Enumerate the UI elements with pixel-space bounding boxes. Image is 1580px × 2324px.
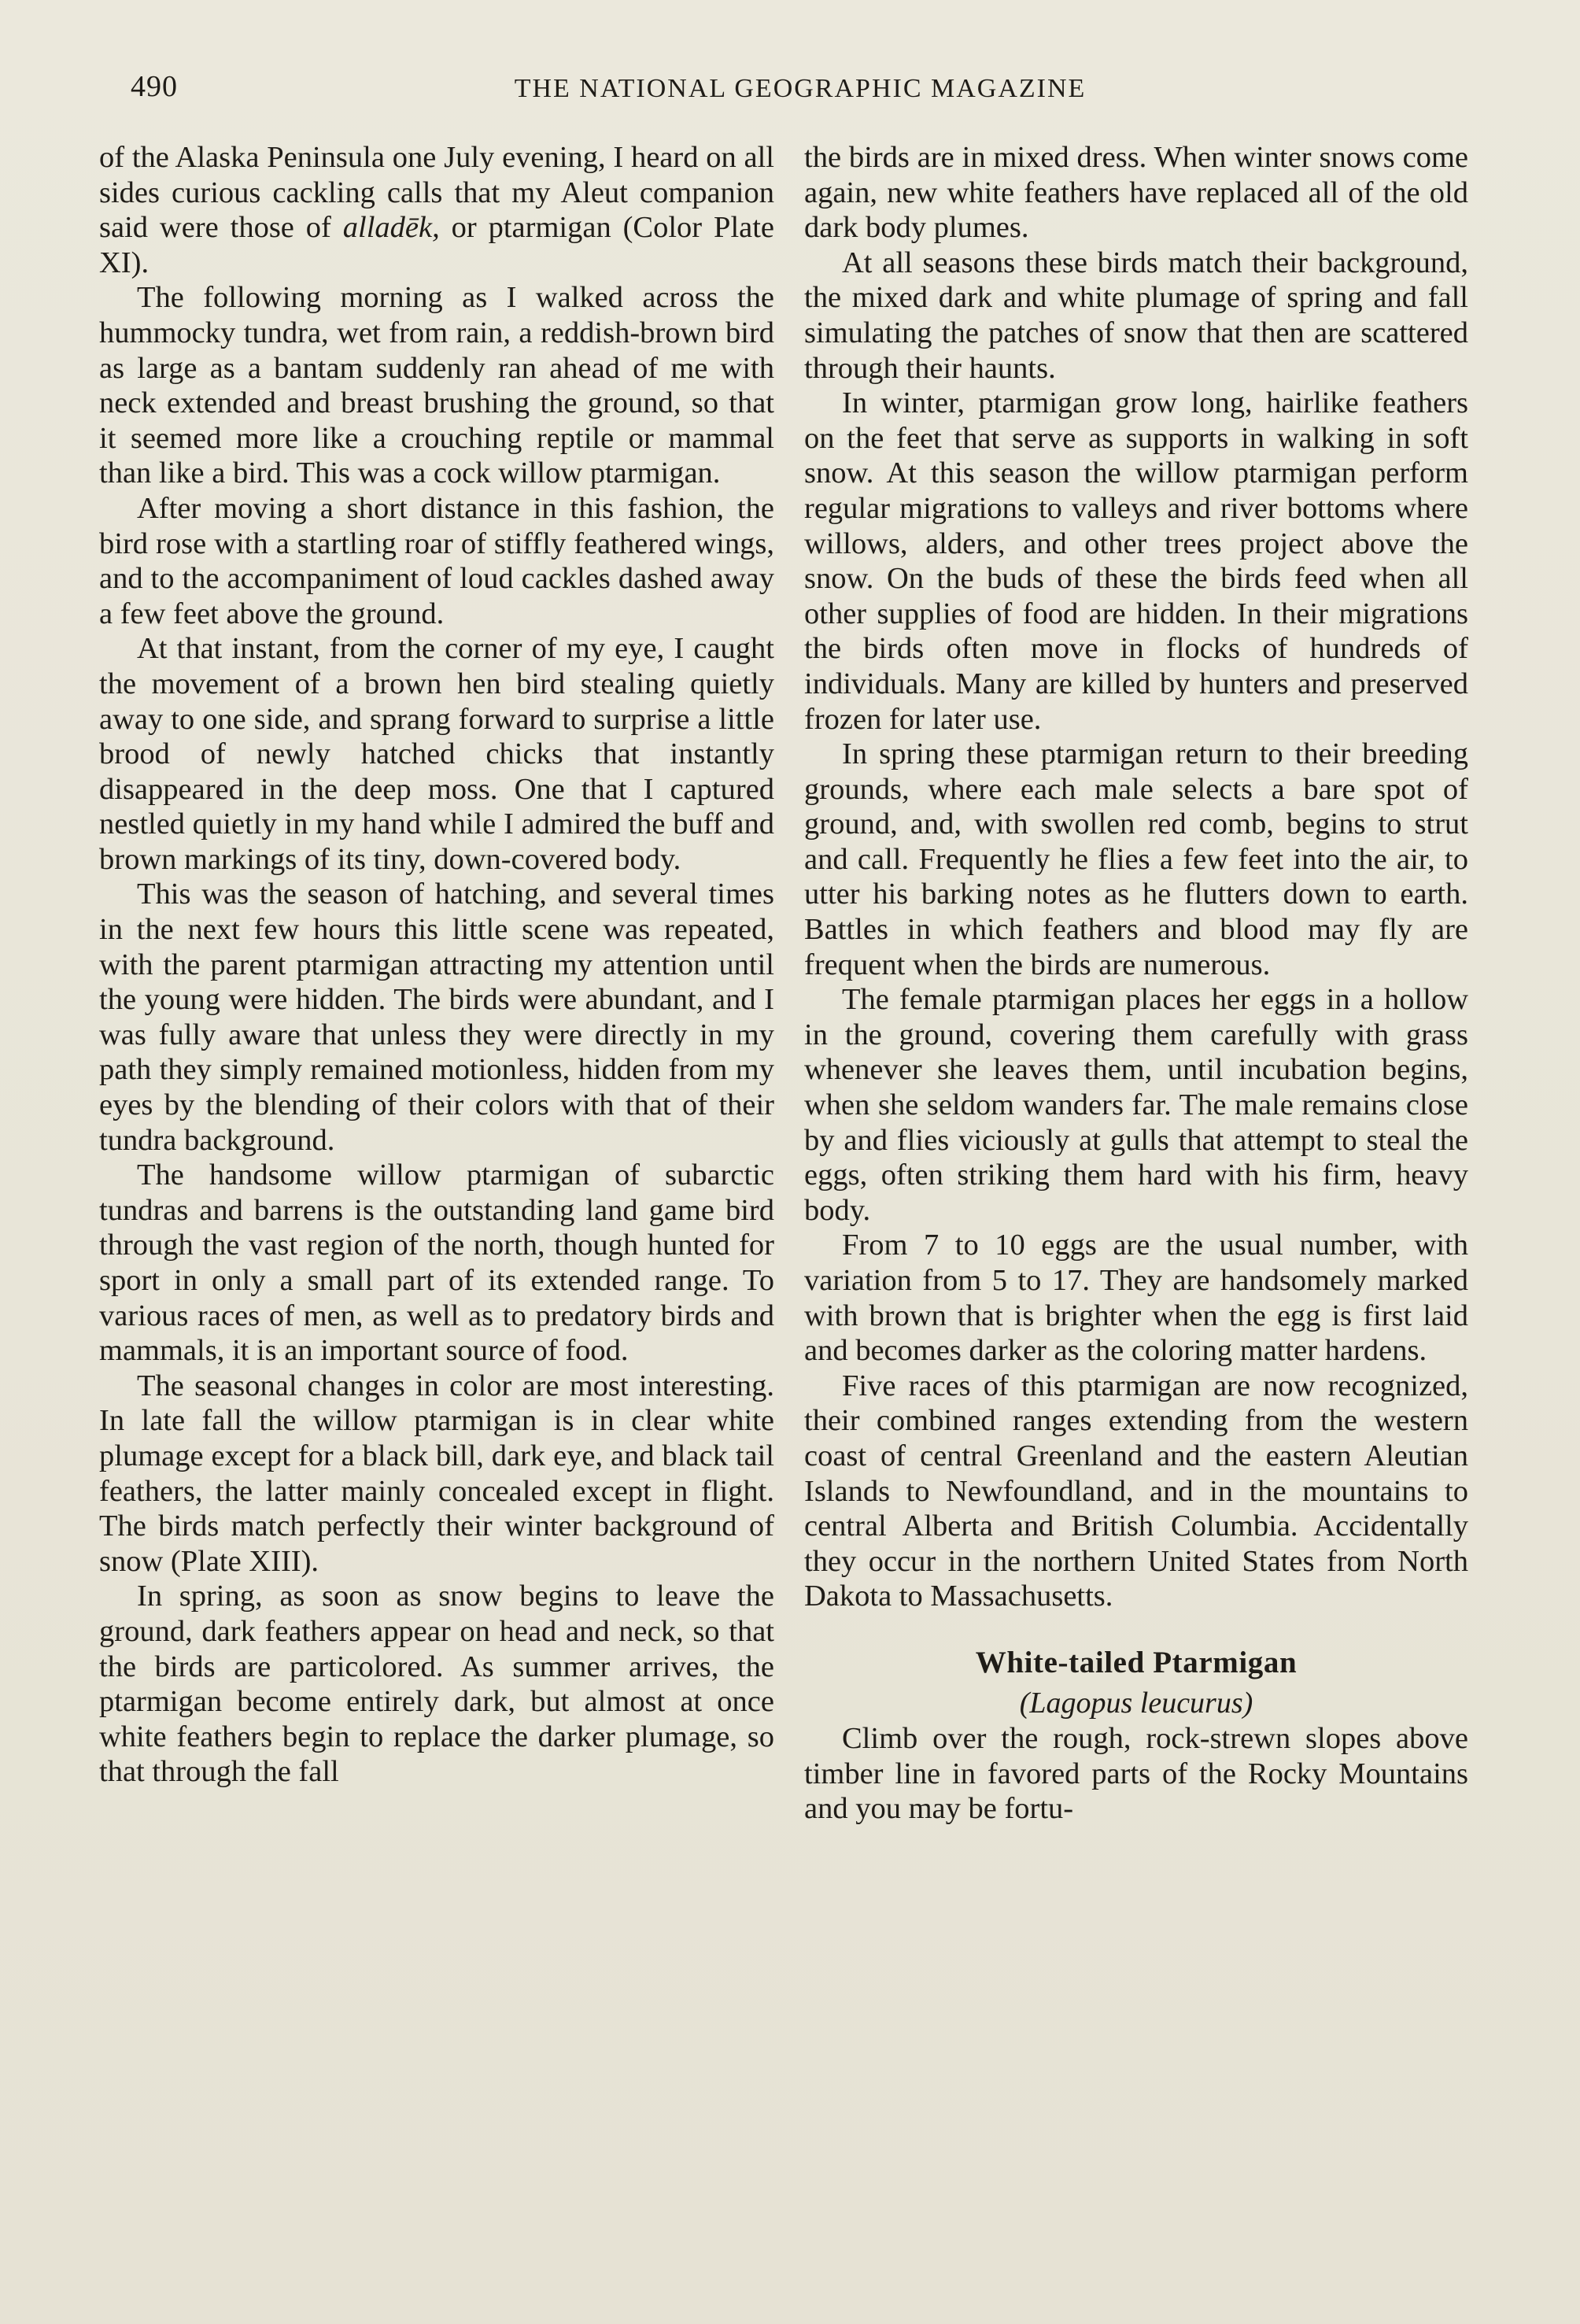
scientific-name-text: (Lagopus leucurus) xyxy=(1019,1686,1253,1720)
paragraph: After moving a short distance in this fashion, the bird rose with a startling roar of stiffly feathered wings, and to the accompaniment of loud cackles dashed away a few feet above the ground. xyxy=(99,491,774,630)
paragraph: The following morning as I walked across the hummocky tundra, wet from rain, a reddish-brown bird as large as a bantam suddenly ran ahead of me with neck extended and breast brushing the ground, so that it seemed more like a crouching reptile or mammal than like a bird. This was a cock willow ptarmigan. xyxy=(99,281,774,490)
page-number: 490 xyxy=(131,70,178,103)
paragraph: In spring, as soon as snow begins to leave the ground, dark feathers appear on head and neck, so that the birds are particolored. As summer arrives, the ptarmigan become entirely dark, but almost at once white feathers begin to replace the darker plumage, so that through the fall xyxy=(99,1580,774,1789)
paragraph: Climb over the rough, rock-strewn slopes above timber line in favored parts of the Rocky Mountains and you may be fortu- xyxy=(804,1721,1468,1826)
running-head: THE NATIONAL GEOGRAPHIC MAGAZINE xyxy=(514,74,1087,103)
right-column xyxy=(804,140,1468,1827)
paragraph: the birds are in mixed dress. When winter snows come again, new white feathers have replaced all of the old dark body plumes. xyxy=(804,141,1468,245)
paragraph: Five races of this ptarmigan are now recognized, their combined ranges extending from the western coast of central Greenland and the eastern Aleutian Islands to Newfoundland, and in the mountains to central Alberta and British Columbia. Accidentally they occur in the northern United States from North Dakota to Massachusetts. xyxy=(804,1369,1468,1613)
paragraph: In winter, ptarmigan grow long, hairlike feathers on the feet that serve as supports in walking in soft snow. At this season the willow ptarmigan perform regular migrations to valleys and river bottoms where willows, alders, and other trees project above the snow. On the buds of these the birds feed when all other supplies of food are hidden. In their migrations the birds often move in flocks of hundreds of individuals. Many are killed by hunters and preserved frozen for later use. xyxy=(804,386,1468,736)
paragraph: The handsome willow ptarmigan of subarctic tundras and barrens is the outstanding land game bird through the vast region of the north, though hunted for sport in only a small part of its extended range. To various races of men, as well as to predatory birds and mammals, it is an important source of food. xyxy=(99,1158,774,1368)
section-scientific-name xyxy=(804,1685,1468,1721)
paragraph: The seasonal changes in color are most interesting. In late fall the willow ptarmigan is in clear white plumage except for a black bill, dark eye, and black tail feathers, the latter mainly concealed except in flight. The birds match perfectly their winter background of snow (Plate XIII). xyxy=(99,1369,774,1578)
left-column xyxy=(99,140,774,1790)
paragraph: The female ptarmigan places her eggs in a hollow in the ground, covering them carefully with grass whenever she leaves them, until incubation begins, when she seldom wanders far. The male remains close by and flies viciously at gulls that attempt to steal the eggs, often striking them hard with his firm, heavy body. xyxy=(804,983,1468,1227)
paragraph: At that instant, from the corner of my eye, I caught the movement of a brown hen bird stealing quietly away to one side, and sprang forward to surprise a little brood of newly hatched chicks that instantly disappeared in the deep moss. One that I captured nestled quietly in my hand while I admired the buff and brown markings of its tiny, down-covered body. xyxy=(99,632,774,876)
section-heading: White-tailed Ptarmigan xyxy=(975,1645,1298,1679)
paragraph: At all seasons these birds match their background, the mixed dark and white plumage of spring and fall simulating the patches of snow that then are scattered through their haunts. xyxy=(804,246,1468,385)
aleut-term: alladēk, xyxy=(342,211,440,245)
paragraph: In spring these ptarmigan return to their breeding grounds, where each male selects a bare spot of ground, and, with swollen red comb, begins to strut and call. Frequently he flies a few feet into the air, to utter his barking notes as he flutters down to earth. Battles in which feathers and blood may fly are frequent when the birds are numerous. xyxy=(804,737,1468,981)
paragraph-text: of the Alaska Peninsula one July evening, I heard on all sides curious cackling calls that my Aleut companion said were those of xyxy=(99,141,774,245)
paragraph-text: or ptarmigan (Color Plate XI). xyxy=(99,211,775,279)
paragraph: This was the season of hatching, and several times in the next few hours this little scene was repeated, with the parent ptarmigan attracting my attention until the young were hidden. The birds were abundant, and I was fully aware that unless they were directly in my path they simply remained motionless, hidden from my eyes by the blending of their colors with that of their tundra background. xyxy=(99,878,774,1157)
paragraph: From 7 to 10 eggs are the usual number, with variation from 5 to 17. They are handsomely marked with brown that is brighter when the egg is first laid and becomes darker as the coloring matter hardens. xyxy=(804,1229,1468,1368)
paragraph xyxy=(99,140,774,280)
